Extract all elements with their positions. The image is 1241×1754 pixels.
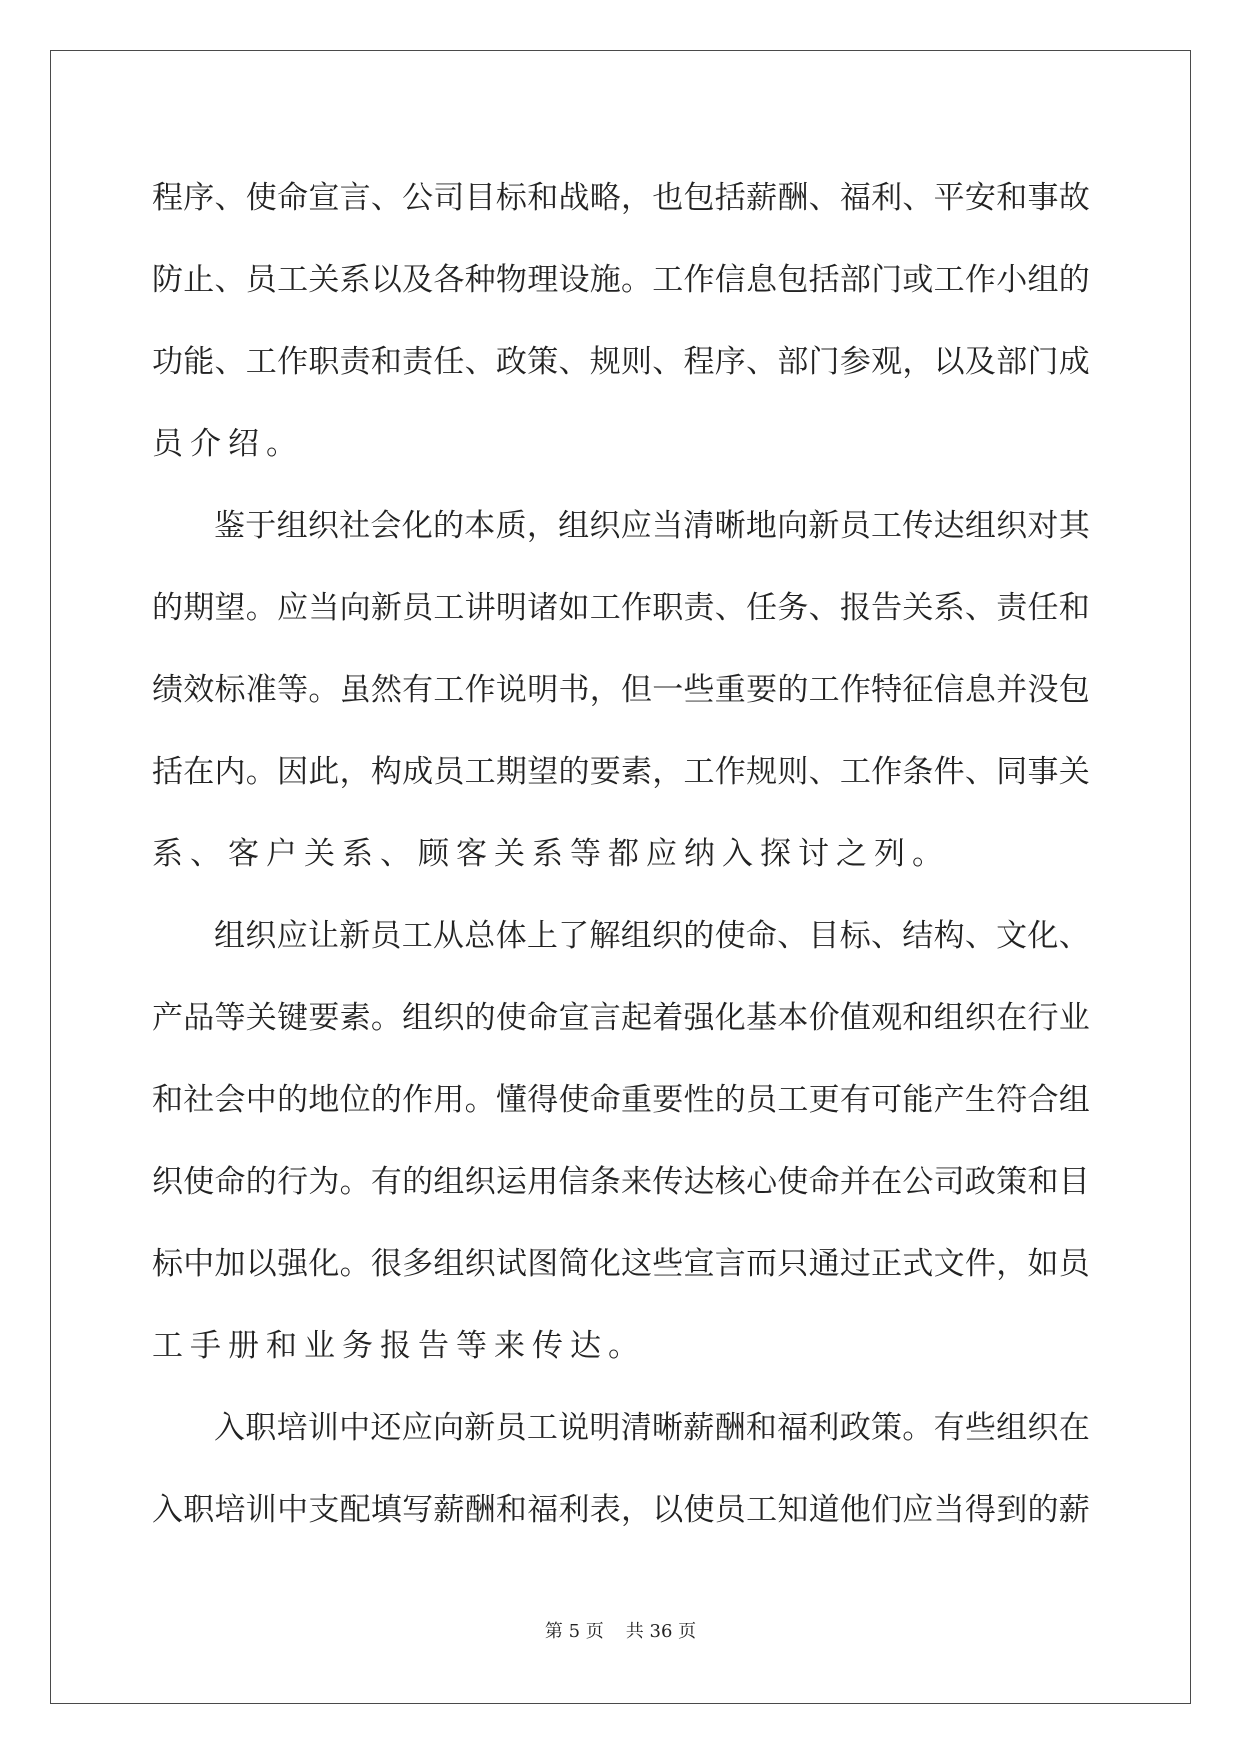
text-line: 和社会中的地位的作用。懂得使命重要性的员工更有可能产生符合组 — [152, 1082, 1090, 1118]
page-total: 共 36 页 — [625, 1621, 697, 1642]
paragraph — [152, 1387, 1090, 1551]
text-line: 产品等关键要素。组织的使命宣言起着强化基本价值观和组织在行业 — [152, 1000, 1090, 1036]
text-line: 括在内。因此，构成员工期望的要素，工作规则、工作条件、同事关 — [152, 754, 1090, 790]
text-line: 组织应让新员工从总体上了解组织的使命、目标、结构、文化、 — [214, 918, 1090, 954]
text-line: 工手册和业务报告等来传达。 — [152, 1328, 646, 1364]
text-line: 防止、员工关系以及各种物理设施。工作信息包括部门或工作小组的 — [152, 262, 1090, 298]
text-line: 的期望。应当向新员工讲明诸如工作职责、任务、报告关系、责任和 — [152, 590, 1090, 626]
text-line: 入职培训中支配填写薪酬和福利表，以使员工知道他们应当得到的薪 — [152, 1492, 1090, 1528]
text-line: 功能、工作职责和责任、政策、规则、程序、部门参观，以及部门成 — [152, 344, 1090, 380]
paragraph — [152, 157, 1090, 485]
page-footer — [0, 1617, 1241, 1643]
text-line: 织使命的行为。有的组织运用信条来传达核心使命并在公司政策和目 — [152, 1164, 1090, 1200]
text-line: 系、客户关系、顾客关系等都应纳入探讨之列。 — [152, 836, 950, 872]
text-line: 标中加以强化。很多组织试图简化这些宣言而只通过正式文件，如员 — [152, 1246, 1090, 1282]
text-line: 程序、使命宣言、公司目标和战略，也包括薪酬、福利、平安和事故 — [152, 180, 1090, 216]
document-body — [152, 157, 1090, 1551]
text-line: 入职培训中还应向新员工说明清晰薪酬和福利政策。有些组织在 — [214, 1410, 1090, 1446]
text-line: 员介绍。 — [152, 426, 304, 462]
paragraph — [152, 485, 1090, 895]
text-line: 鉴于组织社会化的本质，组织应当清晰地向新员工传达组织对其 — [214, 508, 1090, 544]
text-line: 绩效标准等。虽然有工作说明书，但一些重要的工作特征信息并没包 — [152, 672, 1090, 708]
page-number: 第 5 页 — [544, 1621, 604, 1642]
paragraph — [152, 895, 1090, 1387]
